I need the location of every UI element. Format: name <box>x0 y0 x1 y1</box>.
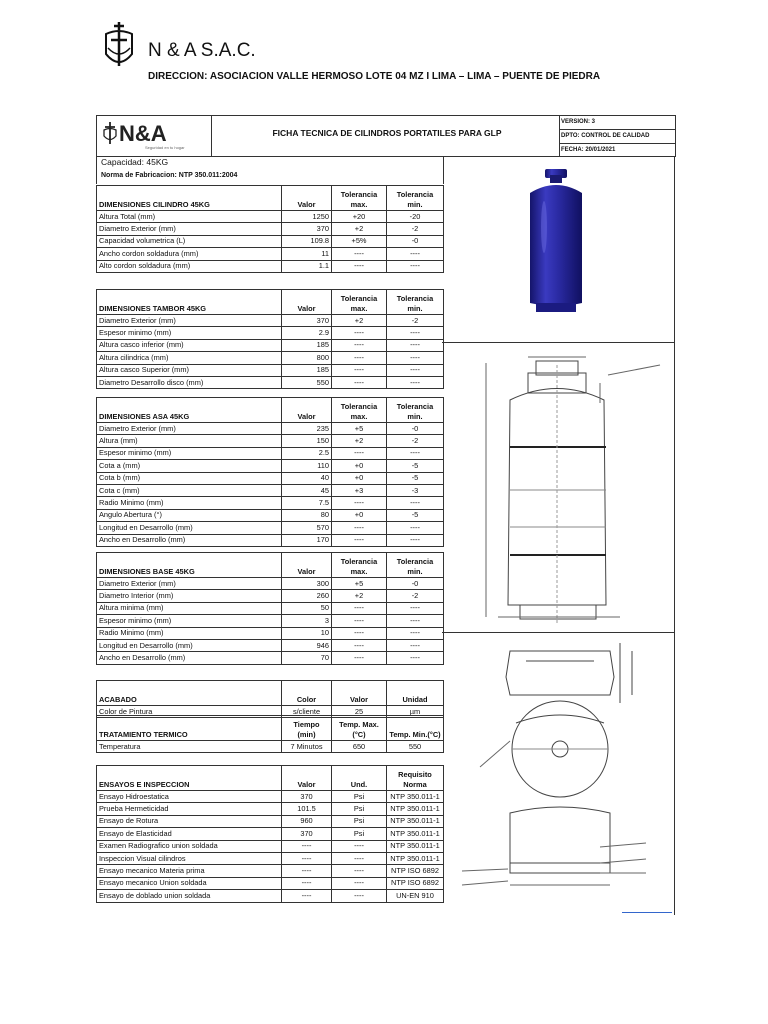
cell-value: ---- <box>387 534 444 546</box>
cell-value: 650 <box>332 741 387 753</box>
company-logo-icon <box>102 20 136 74</box>
cell-value: 80 <box>282 509 332 521</box>
cell-value: 800 <box>282 352 332 364</box>
cell-value: -2 <box>387 435 444 447</box>
row-label: Espesor minimo (mm) <box>97 447 282 459</box>
spec-table <box>96 680 444 718</box>
cell-value: 50 <box>282 602 332 614</box>
spec-table <box>96 289 444 389</box>
cylinder-technical-drawing <box>450 355 674 627</box>
manufacturing-norm: Norma de Fabricacion: NTP 350.011:2004 <box>101 172 238 179</box>
table-row <box>97 840 444 852</box>
cell-value: ---- <box>332 376 387 388</box>
sheet-header <box>96 115 676 157</box>
column-header: Tolerancia min. <box>387 186 444 211</box>
cell-value: ---- <box>387 352 444 364</box>
row-label: Ensayo mecanico Union soldada <box>97 877 282 889</box>
row-label: Inspeccion Visual cilindros <box>97 852 282 864</box>
cell-value: ---- <box>332 497 387 509</box>
row-label: Longitud en Desarrollo (mm) <box>97 522 282 534</box>
cell-value: ---- <box>332 890 387 902</box>
table-row <box>97 327 444 339</box>
cell-value: Psi <box>332 791 387 803</box>
capacity-label: Capacidad: 45KG <box>101 157 169 167</box>
cell-value: ---- <box>387 522 444 534</box>
cell-value: 45 <box>282 484 332 496</box>
cell-value: 550 <box>282 376 332 388</box>
column-header: Valor <box>282 290 332 315</box>
column-header: Color <box>282 681 332 706</box>
sheet-date: FECHA: 20/01/2021 <box>561 147 616 153</box>
table-row <box>97 852 444 864</box>
cell-value: ---- <box>282 840 332 852</box>
table-header-row <box>97 553 444 578</box>
table-row <box>97 590 444 602</box>
cell-value: 109.8 <box>282 235 332 247</box>
cell-value: 7 Minutos <box>282 741 332 753</box>
cell-value: +2 <box>332 590 387 602</box>
row-label: Ensayo de doblado union soldada <box>97 890 282 902</box>
cell-value: 11 <box>282 248 332 260</box>
cell-value: Psi <box>332 828 387 840</box>
company-name: N & A S.A.C. <box>148 40 256 61</box>
row-label: Diametro Desarrollo disco (mm) <box>97 376 282 388</box>
column-header: Valor <box>332 681 387 706</box>
cell-value: 260 <box>282 590 332 602</box>
cell-value: ---- <box>387 497 444 509</box>
row-label: Diametro Interior (mm) <box>97 590 282 602</box>
column-header: Tolerancia max. <box>332 553 387 578</box>
column-header: Requisito Norma <box>387 766 444 791</box>
cell-value: ---- <box>332 615 387 627</box>
table-row <box>97 497 444 509</box>
cell-value: 110 <box>282 460 332 472</box>
cell-value: 1.1 <box>282 260 332 272</box>
spec-table <box>96 765 444 903</box>
table-row <box>97 877 444 889</box>
table-row <box>97 741 444 753</box>
cell-value: 185 <box>282 364 332 376</box>
table-title: TRATAMIENTO TERMICO <box>97 716 282 741</box>
capacity-box <box>96 156 444 184</box>
column-header: Und. <box>332 766 387 791</box>
cell-value: UN-EN 910 <box>387 890 444 902</box>
table-row <box>97 652 444 664</box>
cell-value: NTP ISO 6892 <box>387 877 444 889</box>
row-label: Ancho cordon soldadura (mm) <box>97 248 282 260</box>
table-row <box>97 260 444 272</box>
cell-value: -0 <box>387 578 444 590</box>
cell-value: 101.5 <box>282 803 332 815</box>
technical-sheet <box>96 115 676 915</box>
cell-value: ---- <box>387 652 444 664</box>
table-row <box>97 602 444 614</box>
cell-value: ---- <box>332 352 387 364</box>
table-row <box>97 828 444 840</box>
handle-base-technical-drawing <box>450 637 674 913</box>
table-title: DIMENSIONES TAMBOR 45KG <box>97 290 282 315</box>
cell-value: +3 <box>332 484 387 496</box>
table-header-row <box>97 766 444 791</box>
table-row <box>97 460 444 472</box>
cell-value: ---- <box>332 840 387 852</box>
table-row <box>97 803 444 815</box>
table-title: ENSAYOS E INSPECCION <box>97 766 282 791</box>
table-header-row <box>97 716 444 741</box>
row-label: Cota b (mm) <box>97 472 282 484</box>
table-row <box>97 435 444 447</box>
row-label: Diametro Exterior (mm) <box>97 578 282 590</box>
cell-value: ---- <box>387 602 444 614</box>
cell-value: NTP 350.011-1 <box>387 791 444 803</box>
table-row <box>97 534 444 546</box>
column-header: Tolerancia max. <box>332 186 387 211</box>
cell-value: ---- <box>282 865 332 877</box>
cell-value: +5% <box>332 235 387 247</box>
table-row <box>97 472 444 484</box>
table-row <box>97 578 444 590</box>
row-label: Diametro Exterior (mm) <box>97 223 282 235</box>
cell-value: -2 <box>387 223 444 235</box>
cell-value: -5 <box>387 472 444 484</box>
sheet-department: DPTO: CONTROL DE CALIDAD <box>561 133 650 139</box>
cell-value: ---- <box>387 364 444 376</box>
table-row <box>97 791 444 803</box>
table-row <box>97 865 444 877</box>
cell-value: ---- <box>387 639 444 651</box>
column-header: Tolerancia min. <box>387 398 444 423</box>
cell-value: Psi <box>332 803 387 815</box>
cell-value: 70 <box>282 652 332 664</box>
spec-table <box>96 185 444 273</box>
cell-value: 25 <box>332 706 387 718</box>
column-header: Unidad <box>387 681 444 706</box>
gas-cylinder-photo <box>516 167 596 315</box>
cell-value: +0 <box>332 509 387 521</box>
row-label: Capacidad volumetrica (L) <box>97 235 282 247</box>
cell-value: +2 <box>332 435 387 447</box>
table-row <box>97 423 444 435</box>
row-label: Temperatura <box>97 741 282 753</box>
table-row <box>97 522 444 534</box>
sheet-logo-text: N&A <box>119 121 167 146</box>
table-row <box>97 890 444 902</box>
cell-value: +20 <box>332 211 387 223</box>
spec-table <box>96 552 444 665</box>
cell-value: ---- <box>332 522 387 534</box>
cell-value: NTP 350.011-1 <box>387 828 444 840</box>
cell-value: NTP 350.011-1 <box>387 840 444 852</box>
cell-value: ---- <box>332 364 387 376</box>
cell-value: Psi <box>332 815 387 827</box>
cell-value: 570 <box>282 522 332 534</box>
row-label: Ancho en Desarrollo (mm) <box>97 652 282 664</box>
cell-value: 550 <box>387 741 444 753</box>
cell-value: NTP ISO 6892 <box>387 865 444 877</box>
table-row <box>97 248 444 260</box>
row-label: Radio Minimo (mm) <box>97 627 282 639</box>
cell-value: 2.5 <box>282 447 332 459</box>
table-row <box>97 235 444 247</box>
accent-line <box>622 912 672 913</box>
cell-value: 3 <box>282 615 332 627</box>
row-label: Altura minima (mm) <box>97 602 282 614</box>
table-row <box>97 211 444 223</box>
table-row <box>97 315 444 327</box>
table-row <box>97 352 444 364</box>
company-address: DIRECCION: ASOCIACION VALLE HERMOSO LOTE 04 MZ I LIMA – LIMA – PUENTE DE PIEDRA <box>148 71 601 82</box>
cell-value: 1250 <box>282 211 332 223</box>
sheet-version: VERSION: 3 <box>561 119 596 125</box>
cell-value: ---- <box>387 447 444 459</box>
table-title: DIMENSIONES ASA 45KG <box>97 398 282 423</box>
sheet-logo-tagline: Seguridad en tu hogar <box>145 145 185 150</box>
row-label: Ensayo mecanico Materia prima <box>97 865 282 877</box>
column-header: Tiempo (min) <box>282 716 332 741</box>
cell-value: s/cliente <box>282 706 332 718</box>
column-header: Temp. Min.(°C) <box>387 716 444 741</box>
cell-value: 370 <box>282 791 332 803</box>
cell-value: 10 <box>282 627 332 639</box>
table-row <box>97 627 444 639</box>
row-label: Color de Pintura <box>97 706 282 718</box>
cell-value: ---- <box>332 877 387 889</box>
cell-value: NTP 350.011-1 <box>387 815 444 827</box>
row-label: Diametro Exterior (mm) <box>97 423 282 435</box>
table-row <box>97 639 444 651</box>
cell-value: +0 <box>332 472 387 484</box>
column-header: Tolerancia min. <box>387 290 444 315</box>
row-label: Alto cordon soldadura (mm) <box>97 260 282 272</box>
cell-value: 2.9 <box>282 327 332 339</box>
cell-value: -0 <box>387 235 444 247</box>
cell-value: +5 <box>332 578 387 590</box>
spec-table <box>96 397 444 547</box>
cell-value: -2 <box>387 315 444 327</box>
cell-value: ---- <box>332 865 387 877</box>
cell-value: ---- <box>387 615 444 627</box>
table-title: DIMENSIONES BASE 45KG <box>97 553 282 578</box>
table-title: ACABADO <box>97 681 282 706</box>
cell-value: -2 <box>387 590 444 602</box>
table-row <box>97 484 444 496</box>
cell-value: NTP 350.011-1 <box>387 803 444 815</box>
row-label: Ensayo Hidroestatica <box>97 791 282 803</box>
cell-value: -0 <box>387 423 444 435</box>
row-label: Espesor minimo (mm) <box>97 615 282 627</box>
row-label: Altura Total (mm) <box>97 211 282 223</box>
column-header: Valor <box>282 766 332 791</box>
cell-value: ---- <box>387 260 444 272</box>
cell-value: ---- <box>332 327 387 339</box>
cell-value: +2 <box>332 223 387 235</box>
table-header-row <box>97 186 444 211</box>
spec-table <box>96 715 444 753</box>
cell-value: ---- <box>332 534 387 546</box>
column-header: Valor <box>282 186 332 211</box>
row-label: Radio Minimo (mm) <box>97 497 282 509</box>
table-row <box>97 339 444 351</box>
cell-value: 300 <box>282 578 332 590</box>
table-row <box>97 223 444 235</box>
column-header: Tolerancia max. <box>332 398 387 423</box>
cell-value: 370 <box>282 828 332 840</box>
cell-value: 40 <box>282 472 332 484</box>
cell-value: ---- <box>282 890 332 902</box>
cell-value: ---- <box>282 852 332 864</box>
row-label: Examen Radiografico union soldada <box>97 840 282 852</box>
cell-value: 170 <box>282 534 332 546</box>
cell-value: -20 <box>387 211 444 223</box>
cell-value: 946 <box>282 639 332 651</box>
cell-value: -5 <box>387 509 444 521</box>
column-header: Tolerancia max. <box>332 290 387 315</box>
table-row <box>97 447 444 459</box>
cell-value: 185 <box>282 339 332 351</box>
cell-value: ---- <box>387 339 444 351</box>
column-header: Valor <box>282 553 332 578</box>
table-header-row <box>97 398 444 423</box>
cell-value: ---- <box>387 627 444 639</box>
column-header: Tolerancia min. <box>387 553 444 578</box>
cell-value: ---- <box>387 248 444 260</box>
sheet-title: FICHA TECNICA DE CILINDROS PORTATILES PARA GLP <box>272 128 502 138</box>
cell-value: ---- <box>332 639 387 651</box>
cell-value: NTP 350.011-1 <box>387 852 444 864</box>
cell-value: 150 <box>282 435 332 447</box>
cell-value: -3 <box>387 484 444 496</box>
cell-value: +5 <box>332 423 387 435</box>
row-label: Altura (mm) <box>97 435 282 447</box>
table-row <box>97 376 444 388</box>
cell-value: ---- <box>332 602 387 614</box>
column-header: Temp. Max.(°C) <box>332 716 387 741</box>
cell-value: 370 <box>282 223 332 235</box>
row-label: Altura casco inferior (mm) <box>97 339 282 351</box>
row-label: Prueba Hermeticidad <box>97 803 282 815</box>
row-label: Cota c (mm) <box>97 484 282 496</box>
table-header-row <box>97 681 444 706</box>
cell-value: ---- <box>332 652 387 664</box>
cell-value: ---- <box>387 327 444 339</box>
cell-value: 7.5 <box>282 497 332 509</box>
row-label: Longitud en Desarrollo (mm) <box>97 639 282 651</box>
cell-value: ---- <box>332 447 387 459</box>
table-row <box>97 615 444 627</box>
table-header-row <box>97 290 444 315</box>
cell-value: 235 <box>282 423 332 435</box>
table-title: DIMENSIONES CILINDRO 45KG <box>97 186 282 211</box>
cell-value: ---- <box>387 376 444 388</box>
row-label: Ensayo de Elasticidad <box>97 828 282 840</box>
row-label: Altura cilindrica (mm) <box>97 352 282 364</box>
row-label: Ensayo de Rotura <box>97 815 282 827</box>
row-label: Ancho en Desarrollo (mm) <box>97 534 282 546</box>
row-label: Cota a (mm) <box>97 460 282 472</box>
cell-value: ---- <box>282 877 332 889</box>
sheet-logo-icon <box>103 122 117 144</box>
cell-value: ---- <box>332 260 387 272</box>
table-row <box>97 509 444 521</box>
cell-value: ---- <box>332 339 387 351</box>
row-label: Diametro Exterior (mm) <box>97 315 282 327</box>
row-label: Angulo Abertura (°) <box>97 509 282 521</box>
cell-value: ---- <box>332 852 387 864</box>
cell-value: 370 <box>282 315 332 327</box>
cell-value: +2 <box>332 315 387 327</box>
table-row <box>97 815 444 827</box>
table-row <box>97 364 444 376</box>
cell-value: ---- <box>332 627 387 639</box>
cell-value: +0 <box>332 460 387 472</box>
cell-value: 960 <box>282 815 332 827</box>
cell-value: ---- <box>332 248 387 260</box>
row-label: Espesor minimo (mm) <box>97 327 282 339</box>
row-label: Altura casco Superior (mm) <box>97 364 282 376</box>
column-header: Valor <box>282 398 332 423</box>
cell-value: -5 <box>387 460 444 472</box>
cell-value: µm <box>387 706 444 718</box>
